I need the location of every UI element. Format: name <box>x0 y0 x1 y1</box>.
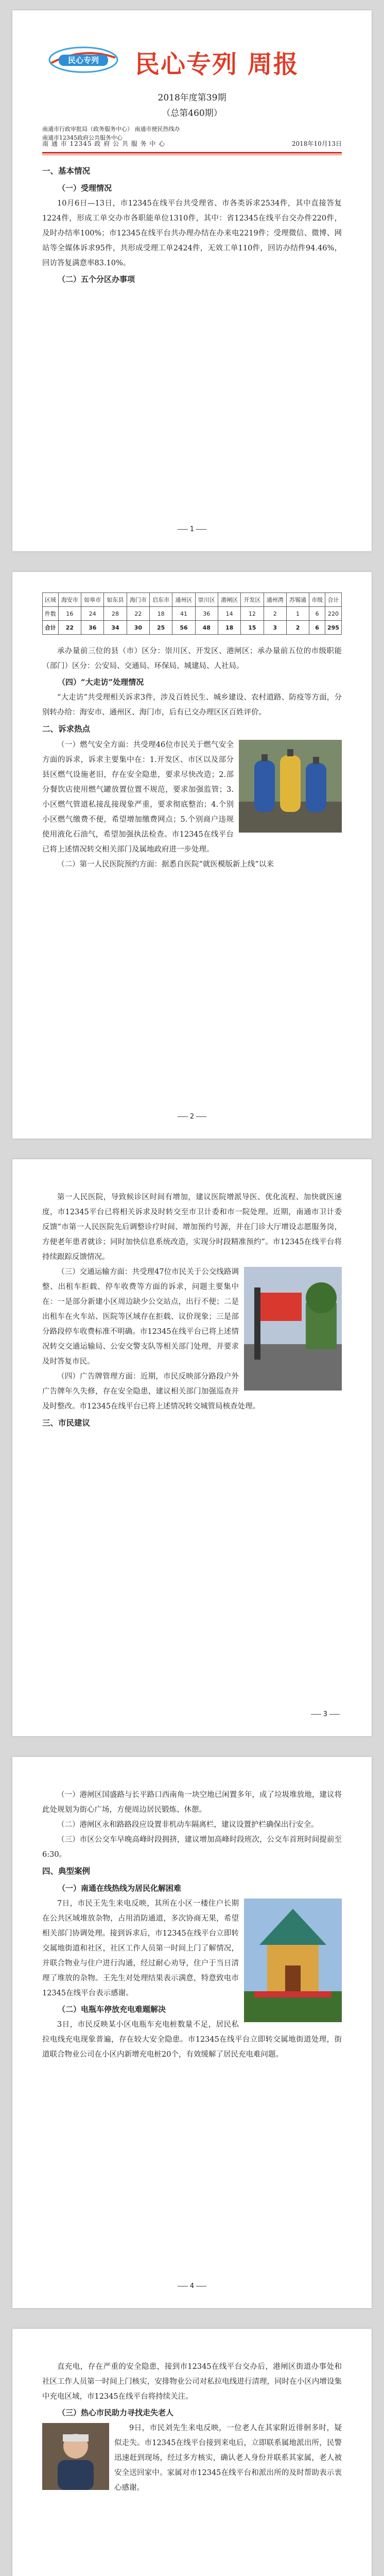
page-number: 1 <box>42 526 342 533</box>
table-cell: 6 <box>309 621 325 635</box>
page-4 <box>12 1757 372 2308</box>
paragraph: 10月6日—13日，市12345在线平台共受理省、市各类诉求2534件，其中直接答复1224件，形成工单交办市各职能单位1310件，其中：省12345在线平台交办件220件，及时办结率100%；市12345在线平台共办理办结在办来电2219件；受理微信、微博、网站等全媒体诉求95件，共形成受理工单2424件，无效工单110件，回访办结件94.46%，回访答复满意率83.10%。 <box>42 199 342 267</box>
table-cell: 18 <box>218 621 240 635</box>
table-header: 港闸区 <box>218 593 240 607</box>
page-1-body <box>42 162 342 287</box>
paragraph: （四）广告牌管理方面：近期，市民反映部分路段户外广告牌年久失修，存在安全隐患，建议相关部门加强巡查并及时整改。市12345在线平台已将上述情况转交城管局核查处理。 <box>42 1372 260 1411</box>
subsection-heading: （一）南通在线热线为居民化解困难 <box>58 1884 182 1893</box>
subsection-heading: （二）五个分区办事项 <box>58 275 135 284</box>
table-cell: 220 <box>325 607 341 621</box>
paragraph: 9日，市民刘先生来电反映，一位老人在其家附近徘徊多时，疑似走失。市12345在线平台接到来电后，立即联系属地派出所，民警迅速赶到现场，经过多方核实，确认老人身份并联系其家属，老人被安全送回家中。家属对市12345在线平台和派出所的及时帮助表示衷心感谢。 <box>114 2424 342 2492</box>
table-cell: 6 <box>309 607 325 621</box>
issue-total: （总第460期） <box>162 108 222 118</box>
building-photo <box>244 1899 342 2022</box>
table-header: 苏锡通 <box>286 593 309 607</box>
page-5 <box>12 2329 372 2576</box>
table-cell: 件数 <box>43 607 59 621</box>
table-cell: 48 <box>195 621 218 635</box>
table-cell: 25 <box>150 621 172 635</box>
page-3 <box>12 1159 372 1736</box>
subsection-heading: （三）热心市民助力寻找走失老人 <box>58 2408 174 2417</box>
table-cell: 24 <box>81 607 104 621</box>
publisher: 南 通 市 12345 政 府 公 共 服 务 中 心 <box>42 140 166 147</box>
paragraph: 承办量前三位的县（市）区分：崇川区、开发区、港闸区；承办量前五位的市级职能（部门）区分：公安局、交通局、环保局、城建局、人社局。 <box>42 647 342 670</box>
issue-info <box>42 90 342 121</box>
section-heading: 二、诉求热点 <box>42 724 91 734</box>
page-1 <box>12 10 372 551</box>
stats-table-wrap <box>42 592 342 635</box>
page-2-body <box>42 644 342 872</box>
page-5-body <box>42 2360 342 2496</box>
publish-date: 2018年10月13日 <box>291 140 342 147</box>
table-header: 合计 <box>325 593 341 607</box>
table-cell: 合计 <box>43 621 59 635</box>
section-heading: 三、市民建议 <box>42 1418 91 1428</box>
table-header: 通州湾 <box>264 593 286 607</box>
sponsor-line-1: 南通市行政审批局（政务服务中心） 南通市便民热线办 <box>42 126 180 132</box>
logo-icon <box>47 44 119 74</box>
page-2 <box>12 572 372 1139</box>
table-cell: 16 <box>58 607 81 621</box>
masthead <box>42 35 342 87</box>
subsection-heading: （二）电瓶车停放充电难题解决 <box>58 2005 166 2014</box>
page-number: 4 <box>42 2282 342 2290</box>
paragraph: （二）第一人民医院预约方面：据悉自医院“就医模版新上线”以来 <box>57 860 274 869</box>
table-header: 启东市 <box>150 593 172 607</box>
table-cell: 1 <box>286 607 309 621</box>
paragraph: （三）交通运输方面：共受理47位市民关于公交线路调整、出租车拒载、停车收费等方面的诉求，问题主要集中在：一是部分新建小区周边缺少公交站点，出行不便；二是出租车在火车站、医院等区域存在拒载、议价现象；三是部分路段停车收费标准不明确。市12345在线平台已将上述情况转交交通运输局、公安交警支队等相关部门处理，并要求及时答复市民。 <box>42 1268 239 1366</box>
paragraph: 3日，市民反映某小区电瓶车充电桩数量不足，居民私拉电线充电现象普遍，存在较大安全隐患。市12345在线平台立即转交属地街道处理，街道联合物业公司在小区内新增充电桩20个，有效缓解了居民充电难问题。 <box>42 2021 342 2059</box>
table-cell: 14 <box>218 607 240 621</box>
table-cell: 18 <box>150 607 172 621</box>
gas-cylinders-photo <box>239 740 342 833</box>
elderly-man-photo <box>42 2423 109 2490</box>
table-cell: 56 <box>172 621 195 635</box>
paragraph: “大走访”共受理相关诉求3件，涉及百姓民生、城乡建设、农村道路、防疫等方面，分别转办给：海安市、通州区、海门市，后有已交办理区区百姓评价。 <box>42 693 342 717</box>
subsection-heading: （一）受理情况 <box>58 183 112 193</box>
stats-table <box>42 592 342 635</box>
paragraph: （一）燃气安全方面：共受理46位市民关于燃气安全方面的诉求，诉求主要集中在：1.开发区、市区以及部分县区燃气设施老旧，存在安全隐患，要求尽快改造；2.部分餐饮店使用燃气罐放置位置不规范，要求加强监管；3.小区燃气管道私接乱接现象严重，要求彻底整治；4.个别小区燃气缴费不便，希望增加缴费网点；5.个别商户违规使用液化石油气，希望加强执法检查。市12345在线平台已将上述情况转交相关部门及属地政府进一步处理。 <box>42 741 234 854</box>
table-cell: 22 <box>127 607 149 621</box>
page-4-body <box>42 1788 342 2062</box>
subsection-heading: （四）“大走访”处理情况 <box>58 677 144 687</box>
table-header: 如东县 <box>104 593 127 607</box>
table-header: 通州区 <box>172 593 195 607</box>
section-heading: 四、典型案例 <box>42 1866 91 1876</box>
paragraph: 7日，市民王先生来电反映，其所在小区一楼住户长期在公共区域堆放杂物，占用消防通道，多次协商无果，希望相关部门协调处理。接到诉求后，市12345在线平台立即转交属地街道和社区，社区工作人员第一时间上门了解情况，并联合物业与住户进行沟通，经过耐心劝导，住户于当日清理了堆放的杂物。王先生对处理结果表示满意，特意致电市12345在线平台表示感谢。 <box>42 1900 239 1997</box>
page-number: 3 <box>42 1710 342 1718</box>
table-row-total <box>43 621 342 635</box>
table-cell: 28 <box>104 607 127 621</box>
table-header: 市级 <box>309 593 325 607</box>
table-header: 开发区 <box>241 593 264 607</box>
street-photo <box>244 1267 342 1391</box>
table-header-row <box>43 593 342 607</box>
table-header: 海门市 <box>127 593 149 607</box>
paragraph: （三）市区公交车早晚高峰时段拥挤，建议增加高峰时段班次，公交车首班时间提前至6:30。 <box>42 1836 342 1859</box>
paragraph: （二）港闸区永和路路段应设置非机动车隔离栏，建议设置护栏确保出行安全。 <box>57 1821 319 1829</box>
issue-number: 2018年度第39期 <box>158 93 226 103</box>
table-header: 崇川区 <box>195 593 218 607</box>
table-cell: 12 <box>241 607 264 621</box>
table-cell: 34 <box>104 621 127 635</box>
table-cell: 30 <box>127 621 149 635</box>
page-number: 2 <box>42 1113 342 1121</box>
paragraph: （一）港闸区国盛路与长平路口西南角一块空地已闲置多年，成了垃圾堆放地，建议将此处规划为街心广场，方便周边居民锻炼、休憩。 <box>42 1791 342 1814</box>
divider <box>42 152 342 154</box>
paragraph: 第一人民医院，导致候诊区时间有增加，建议医院增派导医、优化流程、加快就医速度，市12345平台已将相关诉求及时转交至市卫计委和市一院处理。近期，南通市卫计委反馈“市第一人民医院先后调整诊疗时间、增加预约号源，并在门诊大厅增设志愿服务岗，方便老年患者就诊；同时加快信息系统改造，实现分时段精准预约”。市12345在线平台将持续跟踪反馈情况。 <box>42 1193 342 1261</box>
masthead-title: 民心专列 周报 <box>135 50 299 79</box>
table-cell: 2 <box>264 607 286 621</box>
table-cell: 3 <box>264 621 286 635</box>
logo-text: 民心专列 <box>67 56 99 65</box>
table-cell: 295 <box>325 621 341 635</box>
paragraph: 直充电，存在严重的安全隐患，接到市12345在线平台交办后，港闸区街道办事处和社区工作人员第一时间上门核实，安排物业公司对私拉电线进行清理，同时在小区内增设集中充电区域，市12345在线平台将持续关注。 <box>42 2363 342 2401</box>
table-cell: 2 <box>286 621 309 635</box>
page-3-body <box>42 1190 342 1432</box>
sponsor-line-2: 南通市12345政府公共服务中心 <box>42 134 123 141</box>
section-heading: 一、基本情况 <box>42 166 91 176</box>
table-cell: 41 <box>172 607 195 621</box>
table-header: 如皋市 <box>81 593 104 607</box>
table-cell: 22 <box>58 621 81 635</box>
table-cell: 36 <box>195 607 218 621</box>
table-row <box>43 607 342 621</box>
table-cell: 15 <box>241 621 264 635</box>
table-header: 海安市 <box>58 593 81 607</box>
table-cell: 36 <box>81 621 104 635</box>
table-header: 区域 <box>43 593 59 607</box>
